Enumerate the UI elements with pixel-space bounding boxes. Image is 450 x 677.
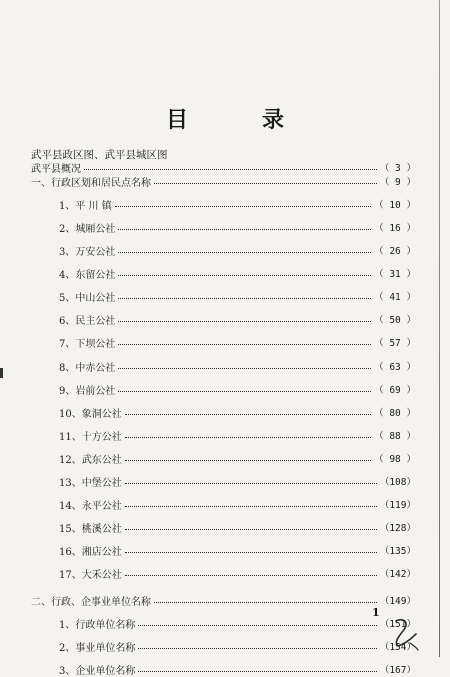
dot-leader (138, 648, 376, 649)
toc-entry (31, 497, 416, 511)
dot-leader (118, 321, 371, 322)
toc-entry-label: 17、大禾公社 (59, 569, 122, 581)
dot-leader (125, 460, 371, 461)
toc-entry-label: 二、行政、企事业单位名称 (31, 596, 151, 608)
toc-entry-label: 13、中堡公社 (59, 477, 122, 489)
toc-entry-page: （ 3 ） (379, 163, 416, 174)
dot-leader (118, 391, 371, 392)
toc-entry (31, 616, 416, 630)
page-number: 1 (372, 606, 380, 619)
toc-entry-label: 3、企业单位名称 (59, 665, 136, 677)
toc-entry (31, 405, 416, 419)
dot-leader (115, 206, 371, 207)
toc-entry (31, 266, 416, 280)
toc-entry (31, 543, 416, 557)
toc-entry-page: （ 69 ） (374, 385, 416, 396)
dot-leader (118, 368, 371, 369)
toc-entry-page: （ 10 ） (374, 200, 416, 211)
toc-entry-label: 2、事业单位名称 (59, 642, 136, 654)
dot-leader (118, 252, 371, 253)
dot-leader (154, 183, 377, 184)
toc-entry (31, 382, 416, 396)
dot-leader (118, 275, 371, 276)
toc-entry-label: 2、城厢公社 (59, 223, 116, 235)
toc-entry (31, 474, 416, 488)
toc-entry (31, 520, 416, 534)
toc-entry-label: 6、民主公社 (59, 315, 116, 327)
map-header-line: 武平县政区图、武平县城区图 (31, 149, 168, 161)
toc-entry (31, 359, 416, 373)
toc-entry (31, 451, 416, 465)
dot-leader (125, 552, 377, 553)
toc-entry (31, 160, 416, 174)
toc-entry-page: （ 88 ） (374, 431, 416, 442)
toc-entry-label: 12、武东公社 (59, 454, 122, 466)
toc-entry (31, 312, 416, 326)
dot-leader (125, 506, 377, 507)
toc-entry (31, 639, 416, 653)
toc-entry-label: 4、东留公社 (59, 269, 116, 281)
toc-entry-page: （149） (379, 596, 416, 607)
toc-entry (31, 243, 416, 257)
toc-entry-page: （167） (379, 665, 416, 676)
toc-entry-label: 15、桃溪公社 (59, 523, 122, 535)
toc-entry-label: 1、平 川 镇 (59, 200, 112, 212)
dot-leader (118, 344, 371, 345)
toc-entry-label: 9、岩前公社 (59, 385, 116, 397)
toc-entry-page: （151） (379, 619, 416, 630)
toc-entry-label: 7、下坝公社 (59, 338, 116, 350)
dot-leader (125, 437, 371, 438)
toc-entry-label: 11、十方公社 (59, 431, 122, 443)
toc-entry-page: （108） (379, 477, 416, 488)
toc-entry-page: （ 80 ） (374, 408, 416, 419)
dot-leader (84, 169, 377, 170)
toc-entry (31, 662, 416, 676)
dot-leader (125, 529, 377, 530)
dot-leader (125, 483, 377, 484)
toc-entry (31, 289, 416, 303)
toc-entry-page: （ 98 ） (374, 454, 416, 465)
toc-entry-label: 武平县概况 (31, 163, 81, 175)
toc-entry-page: （ 31 ） (374, 269, 416, 280)
dot-leader (118, 298, 371, 299)
toc-entry-page: （142） (379, 569, 416, 580)
toc-entry-label: 16、湘店公社 (59, 546, 122, 558)
toc-entry-label: 一、行政区划和居民点名称 (31, 177, 151, 189)
dot-leader (125, 414, 371, 415)
toc-entry-page: （ 63 ） (374, 362, 416, 373)
toc-entry-page: （ 16 ） (374, 223, 416, 234)
toc-entry-page: （119） (379, 500, 416, 511)
dot-leader (125, 575, 377, 576)
toc-entry (31, 174, 416, 188)
toc-entry-page: （ 57 ） (374, 338, 416, 349)
dot-leader (118, 229, 371, 230)
page-edge-line (439, 0, 440, 657)
toc-entry (31, 428, 416, 442)
toc-entry-label: 14、永平公社 (59, 500, 122, 512)
toc-entry-page: （135） (379, 546, 416, 557)
dot-leader (138, 671, 376, 672)
toc-entry-page: （ 26 ） (374, 246, 416, 257)
page-title: 目 录 (165, 107, 310, 133)
toc-entry-label: 10、象洞公社 (59, 408, 122, 420)
dot-leader (138, 625, 376, 626)
toc-entry (31, 197, 416, 211)
toc-entry-page: （154） (379, 642, 416, 653)
toc-entry-page: （128） (379, 523, 416, 534)
dot-leader (154, 602, 377, 603)
toc-entry (31, 566, 416, 580)
toc-entry-page: （ 9 ） (379, 177, 416, 188)
toc-entry (31, 220, 416, 234)
toc-entry-page: （ 41 ） (374, 292, 416, 303)
handwritten-mark (390, 617, 420, 651)
toc-entry-label: 1、行政单位名称 (59, 619, 136, 631)
toc-entry (31, 593, 416, 607)
toc-entry-label: 3、万安公社 (59, 246, 116, 258)
scan-mark (0, 368, 3, 378)
toc-entry (31, 335, 416, 349)
toc-entry-page: （ 50 ） (374, 315, 416, 326)
toc-entry-label: 8、中赤公社 (59, 362, 116, 374)
toc-entry-label: 5、中山公社 (59, 292, 116, 304)
